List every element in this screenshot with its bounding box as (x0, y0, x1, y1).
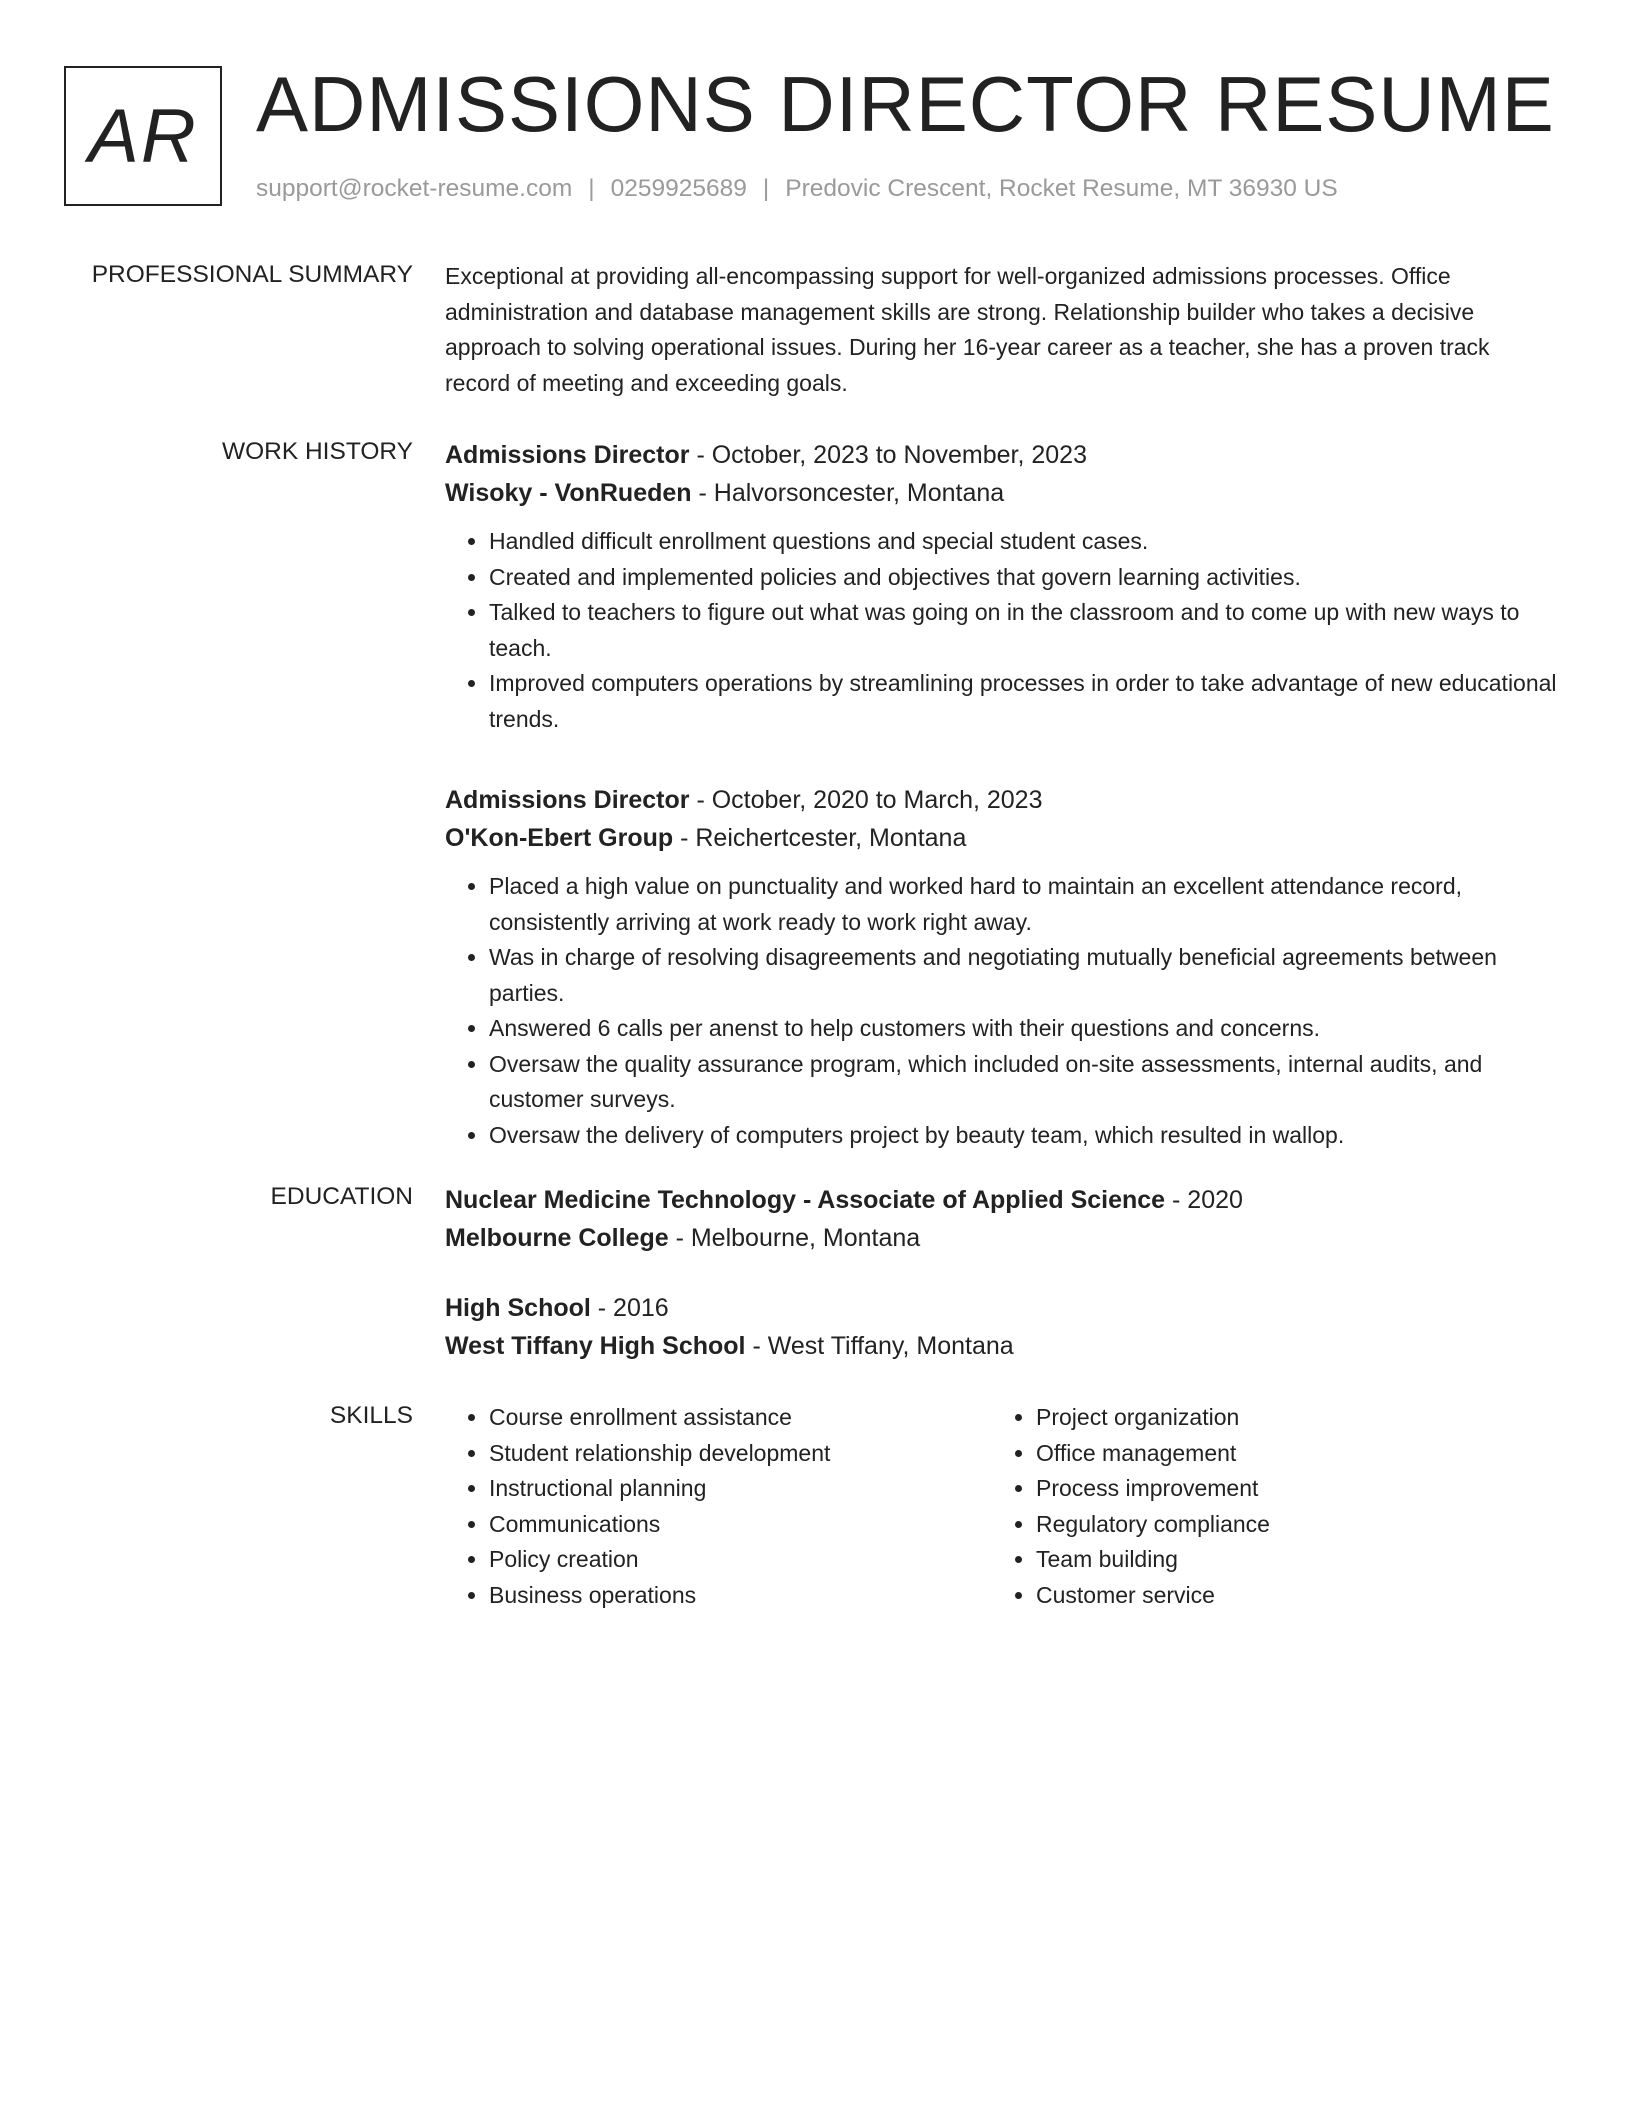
skill-item: • Team building (1036, 1542, 1539, 1578)
skill-item: • Policy creation (489, 1542, 992, 1578)
list-item: • Talked to teachers to figure out what was going on in the classroom and to come up with new ways to teach. (489, 595, 1560, 666)
list-item: • Oversaw the delivery of computers project by beauty team, which resulted in wallop. (489, 1118, 1560, 1154)
job-bullets (445, 869, 1560, 1153)
section-label: WORK HISTORY (221, 438, 413, 465)
skill-item: • Office management (1036, 1436, 1539, 1472)
education-year: - 2016 (590, 1294, 669, 1322)
list-item: • Placed a high value on punctuality and worked hard to maintain an excellent attendance record, consistently arriving at work ready to work right away. (489, 869, 1560, 940)
education-school: Melbourne College (445, 1224, 669, 1252)
contact-phone[interactable]: 0259925689 (610, 175, 747, 202)
skill-item: • Business operations (489, 1578, 992, 1614)
job-title-line (445, 436, 1560, 474)
skill-item: • Instructional planning (489, 1471, 992, 1507)
education-location: - Melbourne, Montana (668, 1224, 921, 1252)
job-company: O'Kon-Ebert Group (445, 824, 674, 852)
contact-address: Predovic Crescent, Rocket Resume, MT 36930 US (785, 175, 1338, 202)
resume-title: ADMISSIONS DIRECTOR RESUME (256, 60, 1555, 148)
job-dates: - October, 2023 to November, 2023 (689, 441, 1087, 469)
job-company: Wisoky - VonRueden (445, 479, 692, 507)
education-school-line (445, 1219, 1560, 1257)
job-company-line (445, 819, 1560, 857)
list-item: • Was in charge of resolving disagreements and negotiating mutually beneficial agreements between parties. (489, 940, 1560, 1011)
list-item: • Improved computers operations by streamlining processes in order to take advantage of new educational trends. (489, 666, 1560, 737)
monogram-badge (64, 66, 222, 206)
job-title: Admissions Director (445, 786, 690, 814)
education-degree-line (445, 1181, 1560, 1219)
list-item: • Answered 6 calls per anenst to help customers with their questions and concerns. (489, 1011, 1560, 1047)
skill-item: • Customer service (1036, 1578, 1539, 1614)
education-school-line (445, 1327, 1560, 1365)
summary-text: Exceptional at providing all-encompassing support for well-organized admissions processes. Office administration and database management skills are strong. Relationship builder who takes a decisive approach to solving operational issues. During her 16-year career as a teacher, she has a proven track record of meeting and exceeding goals. (445, 263, 1490, 396)
skill-item: • Student relationship development (489, 1436, 992, 1472)
education-location: - West Tiffany, Montana (745, 1332, 1014, 1360)
skill-item: • Regulatory compliance (1036, 1507, 1539, 1543)
job-location: - Reichertcester, Montana (673, 824, 967, 852)
list-item: • Oversaw the quality assurance program, which included on-site assessments, internal audits, and customer surveys. (489, 1047, 1560, 1118)
job-entry (445, 436, 1560, 737)
skill-item: • Communications (489, 1507, 992, 1543)
list-item: • Created and implemented policies and objectives that govern learning activities. (489, 560, 1560, 596)
skills-column-left (445, 1400, 992, 1613)
skill-item: • Course enrollment assistance (489, 1400, 992, 1436)
contact-separator: | (762, 175, 770, 202)
education-school: West Tiffany High School (445, 1332, 746, 1360)
section-label: PROFESSIONAL SUMMARY (91, 261, 413, 288)
job-entry (445, 781, 1560, 1153)
section-label: SKILLS (329, 1402, 413, 1429)
education-year: - 2020 (1165, 1186, 1243, 1214)
education-entry (445, 1181, 1560, 1257)
job-title: Admissions Director (445, 441, 690, 469)
monogram-initials: AR (88, 93, 198, 179)
list-item: • Handled difficult enrollment questions and special student cases. (489, 524, 1560, 560)
job-bullets (445, 524, 1560, 737)
section-label: EDUCATION (270, 1183, 413, 1210)
job-company-line (445, 474, 1560, 512)
contact-email[interactable]: support@rocket-resume.com (256, 175, 573, 202)
job-dates: - October, 2020 to March, 2023 (689, 786, 1043, 814)
education-degree-line (445, 1289, 1560, 1327)
skill-item: • Process improvement (1036, 1471, 1539, 1507)
education-degree: High School (445, 1294, 591, 1322)
job-title-line (445, 781, 1560, 819)
contact-line (256, 174, 1338, 204)
skill-item: • Project organization (1036, 1400, 1539, 1436)
skills-column-right (992, 1400, 1539, 1613)
education-entry (445, 1289, 1560, 1365)
contact-separator: | (588, 175, 595, 202)
education-degree: Nuclear Medicine Technology - Associate of Applied Science (445, 1186, 1166, 1214)
job-location: - Halvorsoncester, Montana (691, 479, 1005, 507)
